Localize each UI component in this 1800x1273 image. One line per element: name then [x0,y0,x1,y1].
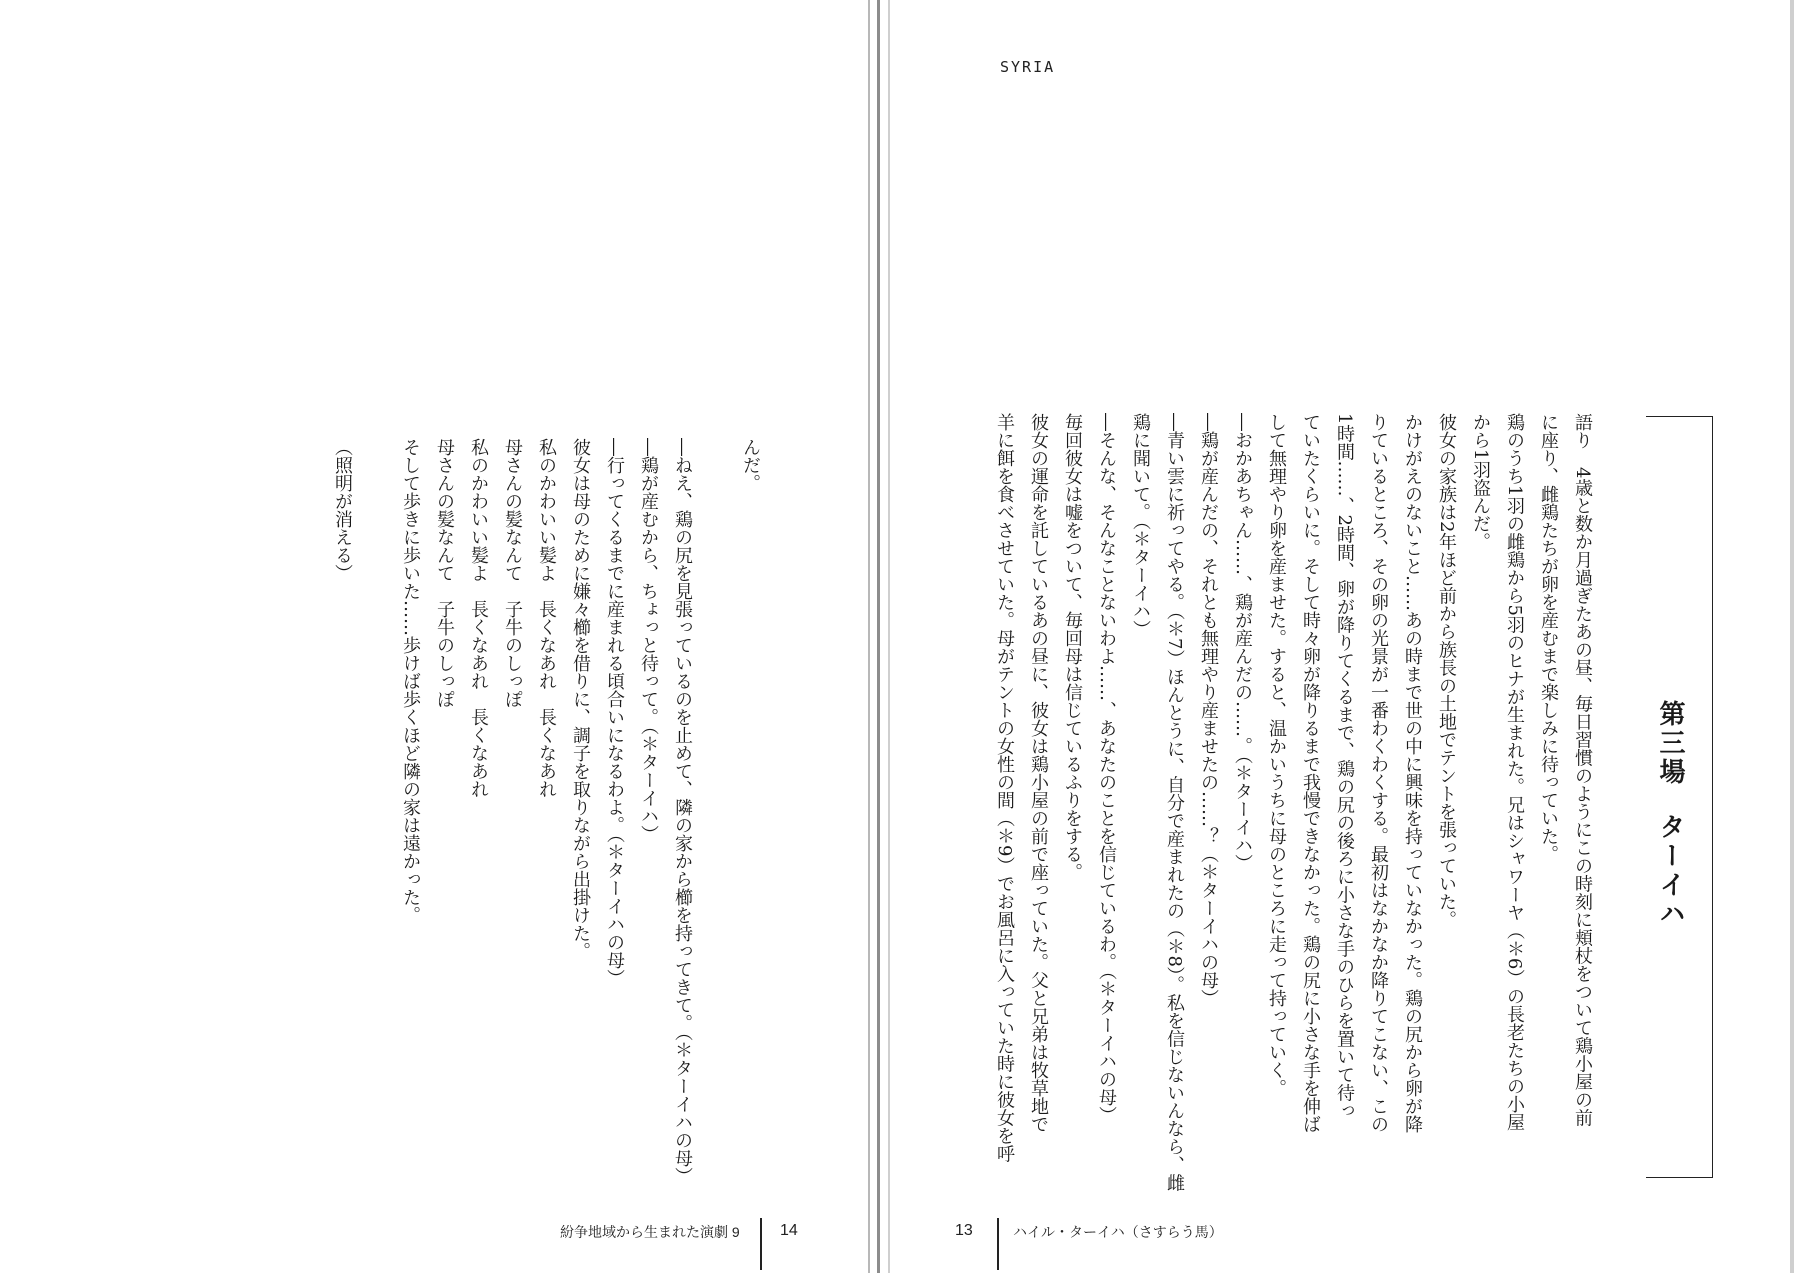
left-footer-book-title: 紛争地域から生まれた演劇 9 [560,1224,740,1240]
right-page-number: 13 [955,1222,973,1239]
text-line: ―おかあちゃん……、鶏が産んだの……。（＊ターイハ） [1232,413,1253,872]
right-page-body [987,413,1599,1193]
running-head: SYRIA [1000,58,1056,76]
text-line: 鶏に聞いて。（＊ターイハ） [1130,413,1151,638]
text-line: 鶏のうち1羽の雌鶏から5羽のヒナが生まれた。兄はシャワーヤ（＊6）の長老たちの小屋 [1504,413,1525,1132]
text-line: 彼女は母のために嫌々櫛を借りに、調子を取りながら出掛けた。 [570,438,591,960]
text-line: ―そんな、そんなことないわよ……、あなたのことを信じているわ。（＊ターイハの母） [1096,413,1117,1124]
text-line: ―鶏が産むから、ちょっと待って。（＊ターイハ） [638,438,659,843]
text-line: ―鶏が産んだの、それとも無理やり産ませたの……？（＊ターイハの母） [1198,413,1219,1007]
page-edge-line [1790,0,1794,1273]
right-footer-rule [997,1218,999,1270]
right-footer-play-title: ハイル・ターイハ（さすらう馬） [1013,1224,1223,1240]
scene-number: 第三場 [1655,700,1685,787]
text-line: かけがえのないこと……あの時まで世の中に興味を持っていなかった。鶏の尻から卵が降 [1402,413,1423,1133]
scene-character-name: ターイハ [1655,813,1685,929]
text-line: に座り、雌鶏たちが卵を産むまで楽しみに待っていた。 [1538,413,1559,863]
text-line: して無理やり卵を産ませた。すると、温かいうちに母のところに走って持っていく。 [1266,413,1287,1097]
text-line: ―青い雲に祈ってやる。（＊7）ほんとうに、自分で産まれたの（＊8）。私を信じないんなら、雌 [1164,413,1185,1192]
left-page-body [325,438,767,1218]
text-line: （照明が消える） [332,438,353,582]
scene-title [1652,700,1689,929]
text-line: 母さんの髪なんて 子牛のしっぽ [502,438,523,708]
text-line: 彼女の運命を託しているあの昼に、彼女は鶏小屋の前で座っていた。父と兄弟は牧草地で [1028,413,1049,1133]
text-line: 私のかわいい髪よ 長くなあれ 長くなあれ [468,438,489,798]
text-line: りているところ、その卵の光景が一番わくわくする。最初はなかなか降りてこない、この [1368,413,1389,1133]
left-footer-rule [760,1218,762,1270]
binding-gutter-line [868,0,870,1273]
text-line: 羊に餌を食べさせていた。母がテントの女性の間（＊9）でお風呂に入っていた時に彼女を呼 [994,413,1015,1163]
text-line [359,438,393,1218]
text-line: そして歩きに歩いた……歩けば歩くほど隣の家は遠かった。 [400,438,421,924]
text-line: ―ねえ、鶏の尻を見張っているのを止めて、隣の家から櫛を持ってきて。（＊ターイハの母） [672,438,693,1185]
text-line: 1時間……、2時間、卵が降りてくるまで、鶏の尻の後ろに小さな手のひらを置いて待っ [1334,413,1355,1120]
text-line: 私のかわいい髪よ 長くなあれ 長くなあれ [536,438,557,798]
text-line: 彼女の家族は2年ほど前から族長の土地でテントを張っていた。 [1436,413,1457,929]
text-line: ―行ってくるまでに産まれる頃合いになるわよ。（＊ターイハの母） [604,438,625,987]
text-line: 毎回彼女は嘘をついて、毎回母は信じているふりをする。 [1062,413,1083,881]
binding-gutter-line [888,0,890,1273]
text-line: ていたくらいに。そして時々卵が降りるまで我慢できなかった。鶏の尻に小さな手を伸ば [1300,413,1321,1133]
binding-gutter-line [877,0,880,1273]
text-line: 母さんの髪なんて 子牛のしっぽ [434,438,455,708]
text-line: 語り 4歳と数か月過ぎたあの昼、毎日習慣のようにこの時刻に頬杖をついて鶏小屋の前 [1572,413,1593,1127]
left-page-number: 14 [780,1222,798,1239]
text-line [699,438,733,1218]
text-line: から1羽盗んだ。 [1470,413,1491,551]
text-line: んだ。 [740,438,761,492]
